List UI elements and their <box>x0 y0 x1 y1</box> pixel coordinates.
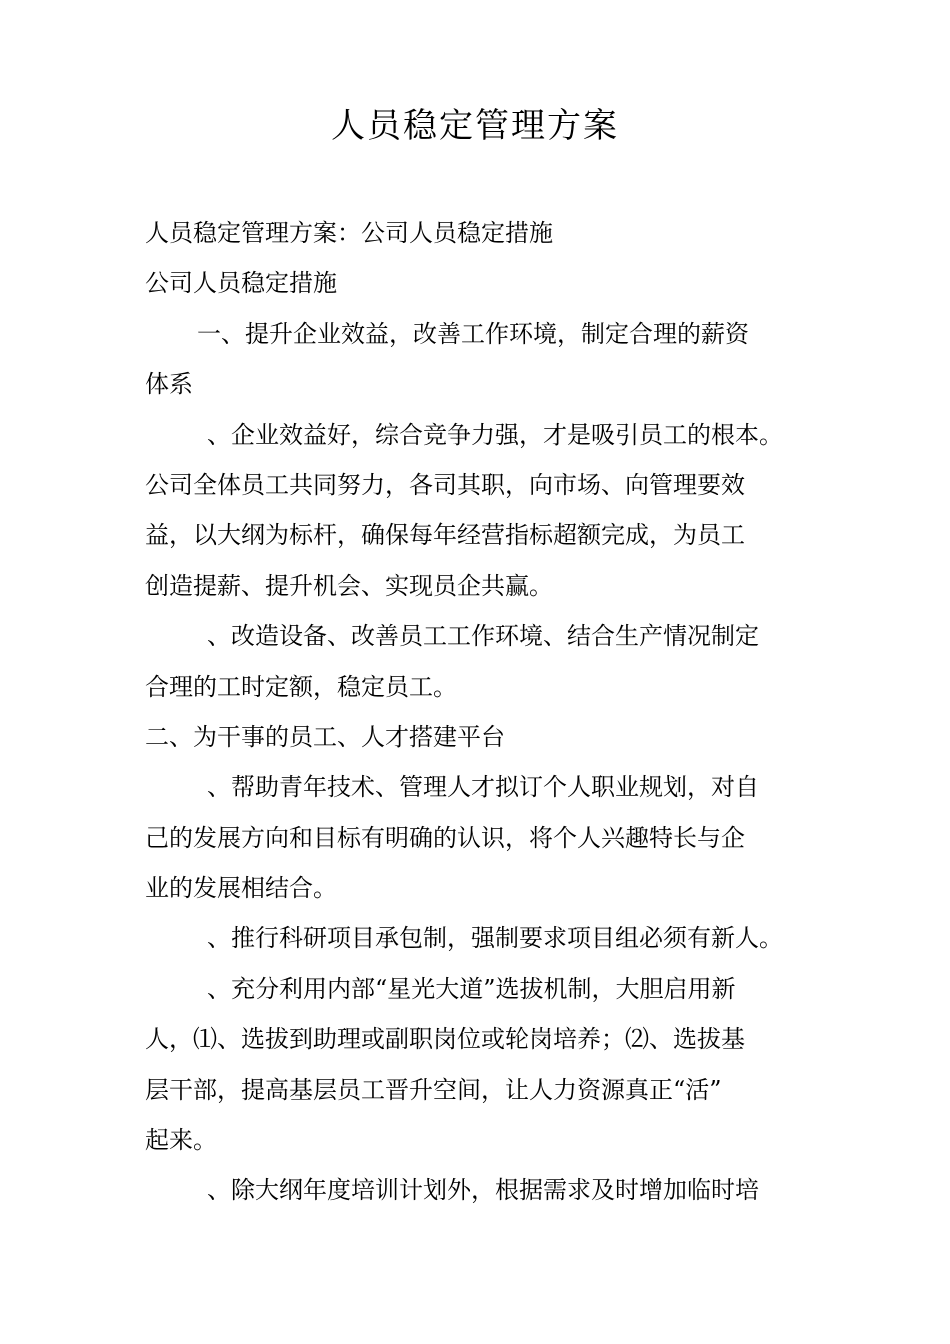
paragraph-line: 、除大纲年度培训计划外，根据需求及时增加临时培 <box>207 1176 759 1205</box>
paragraph-line: 、充分利用内部“星光大道”选拔机制，大胆启用新 <box>207 974 736 1003</box>
document-body <box>145 208 815 1216</box>
paragraph-line: 人，⑴、选拔到助理或副职岗位或轮岗培养；⑵、选拔基 <box>145 1025 745 1054</box>
paragraph-line: 益，以大纲为标杆，确保每年经营指标超额完成，为员工 <box>145 521 745 550</box>
paragraph-line: 、帮助青年技术、管理人才拟订个人职业规划，对自 <box>207 773 759 802</box>
paragraph-line: 公司全体员工共同努力，各司其职，向市场、向管理要效 <box>145 470 745 499</box>
section-heading: 公司人员稳定措施 <box>145 269 337 298</box>
subtitle-line: 人员稳定管理方案：公司人员稳定措施 <box>145 219 553 247</box>
paragraph-line: 层干部，提高基层员工晋升空间，让人力资源真正“活” <box>145 1075 722 1104</box>
paragraph-line: 起来。 <box>145 1126 217 1155</box>
paragraph-line: 、改造设备、改善员工工作环境、结合生产情况制定 <box>207 622 759 651</box>
paragraph-line: 、推行科研项目承包制，强制要求项目组必须有新人。 <box>207 924 783 953</box>
paragraph-line: 创造提薪、提升机会、实现员企共赢。 <box>145 571 553 600</box>
paragraph-line: 业的发展相结合。 <box>145 874 337 903</box>
section-1-heading-continued: 体系 <box>145 370 193 399</box>
section-1-heading: 一、提升企业效益，改善工作环境，制定合理的薪资 <box>197 319 749 348</box>
section-2-heading: 二、为干事的员工、人才搭建平台 <box>145 722 505 751</box>
paragraph-line: 、企业效益好，综合竞争力强，才是吸引员工的根本。 <box>207 420 783 449</box>
paragraph-line: 己的发展方向和目标有明确的认识，将个人兴趣特长与企 <box>145 823 745 852</box>
document-title: 人员稳定管理方案 <box>331 106 619 146</box>
paragraph-line: 合理的工时定额，稳定员工。 <box>145 672 457 701</box>
